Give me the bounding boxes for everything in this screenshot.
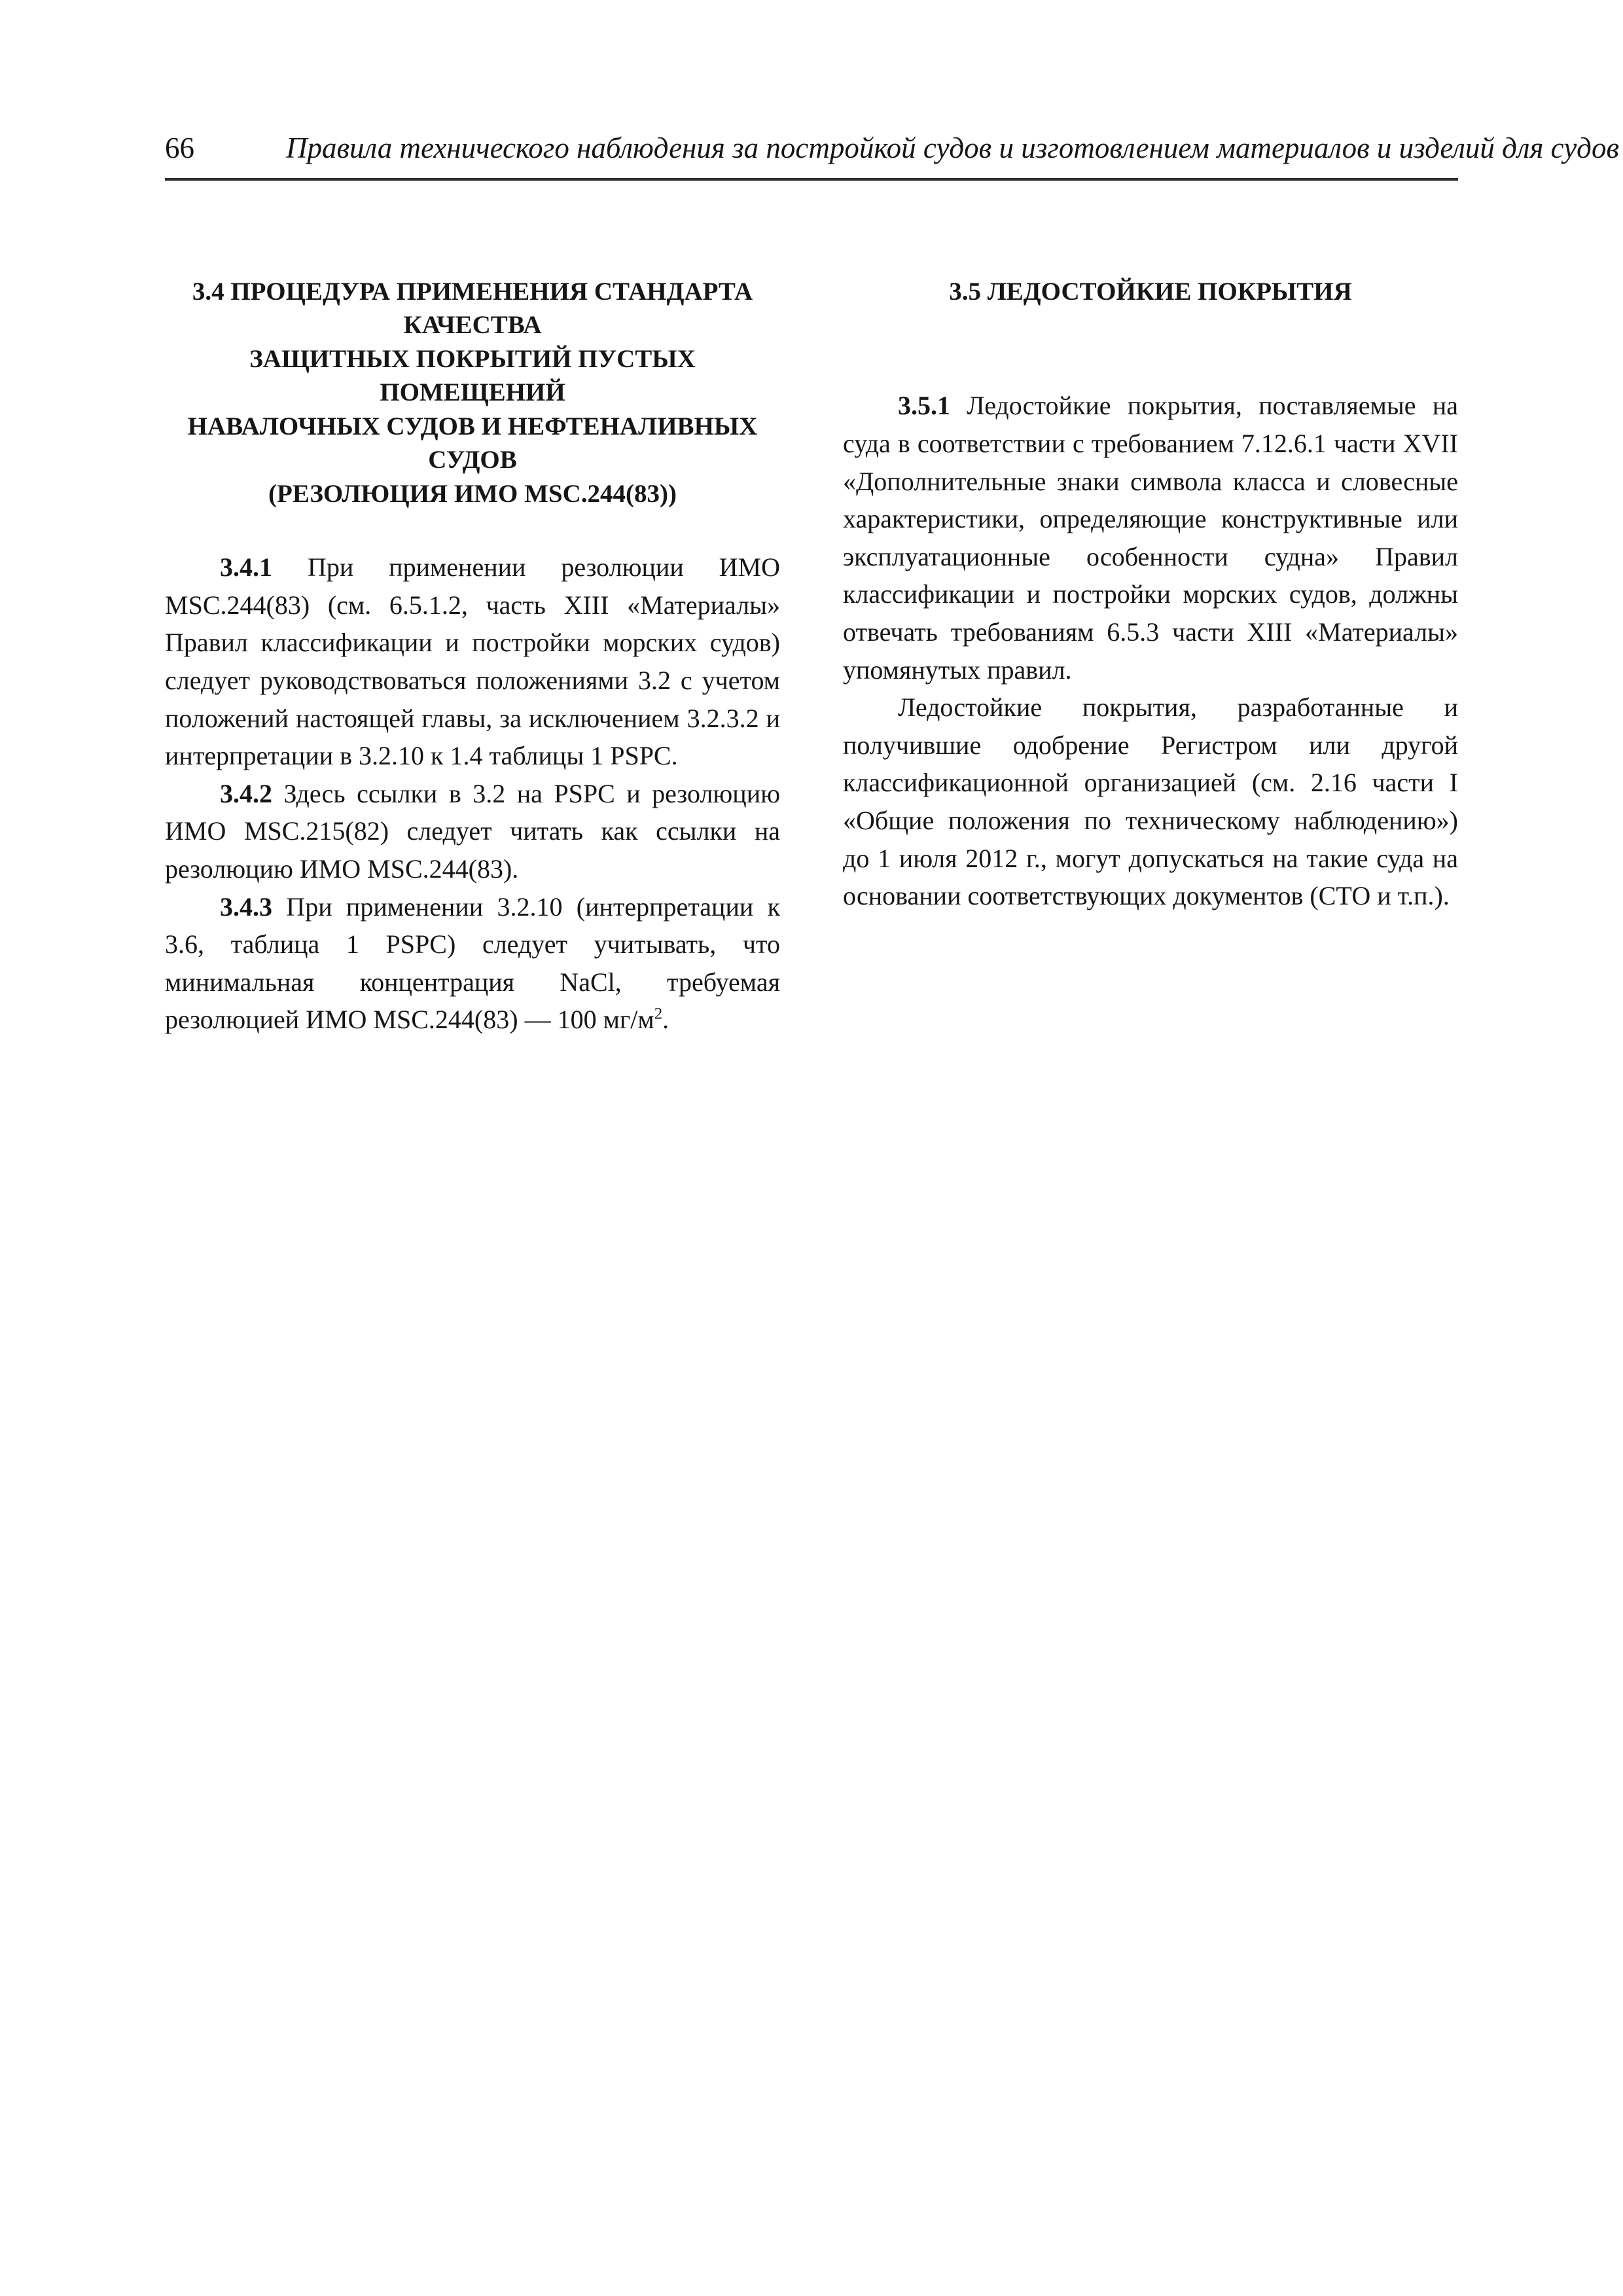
page-number: 66 (165, 132, 194, 164)
heading-line: НАВАЛОЧНЫХ СУДОВ И НЕФТЕНАЛИВНЫХ СУДОВ (187, 412, 758, 475)
paragraph-number: 3.4.2 (220, 778, 272, 808)
heading-line: (РЕЗОЛЮЦИЯ ИМО MSC.244(83)) (268, 479, 677, 508)
paragraph-number: 3.4.1 (220, 552, 272, 583)
running-header (165, 131, 1619, 181)
paragraph-number: 3.5.1 (898, 391, 950, 421)
superscript: 2 (654, 1005, 663, 1024)
paragraph-text-tail: . (662, 1005, 669, 1035)
left-column (165, 275, 780, 1039)
heading-line: ЗАЩИТНЫХ ПОКРЫТИЙ ПУСТЫХ ПОМЕЩЕНИЙ (249, 344, 696, 407)
paragraph-3-5-continuation (843, 689, 1458, 915)
paragraph-text: Ледостойкие покрытия, поставляемые на суда в соответствии с требованием 7.12.6.1 части XVII «Дополнительные знаки символа класса и словесные характеристики, определяющие конструктивные или эксплуатационные особенности судна» Правил классификации и постройки морских судов, должны отвечать требованиям 6.5.3 части XIII «Материалы» упомянутых правил. (843, 391, 1458, 685)
paragraph-3-5-1 (843, 387, 1458, 689)
paragraph-text: Здесь ссылки в 3.2 на PSPC и резолюцию ИМО MSC.215(82) следует читать как ссылки на резолюцию ИМО MSC.244(83). (165, 778, 780, 884)
paragraph-number: 3.4.3 (220, 891, 272, 922)
heading-line: 3.4 ПРОЦЕДУРА ПРИМЕНЕНИЯ СТАНДАРТА КАЧЕСТВА (192, 278, 753, 340)
paragraph-text: При применении 3.2.10 (интерпретации к 3.6, таблица 1 PSPC) следует учитывать, что минимальная концентрация NaCl, требуемая резолюцией ИМО MSC.244(83) — 100 мг/м (165, 891, 780, 1035)
paragraph-3-4-2 (165, 775, 780, 888)
two-column-body (165, 275, 1458, 1039)
running-header-title: Правила технического наблюдения за постройкой судов и изготовлением материалов и изделий для судов (286, 132, 1619, 164)
paragraph-text: При применении резолюции ИМО MSC.244(83) (см. 6.5.1.2, часть XIII «Материалы» Правил классификации и постройки морских судов) следует руководствоваться положениями 3.2 с учетом положений настоящей главы, за исключением 3.2.3.2 и интерпретации в 3.2.10 к 1.4 таблицы 1 PSPC. (165, 552, 780, 771)
heading-line: 3.5 ЛЕДОСТОЙКИЕ ПОКРЫТИЯ (949, 278, 1352, 306)
paragraph-3-4-3 (165, 888, 780, 1039)
paragraph-text: Ледостойкие покрытия, разработанные и получившие одобрение Регистром или другой классификационной организацией (см. 2.16 части I «Общие положения по техническому наблюдению») до 1 июля 2012 г., могут допускаться на такие суда на основании соответствующих документов (СТО и т.п.). (843, 692, 1458, 911)
section-heading-3-5 (843, 275, 1458, 308)
section-heading-3-4 (165, 275, 780, 511)
right-column (843, 275, 1458, 1039)
paragraph-3-4-1 (165, 548, 780, 775)
